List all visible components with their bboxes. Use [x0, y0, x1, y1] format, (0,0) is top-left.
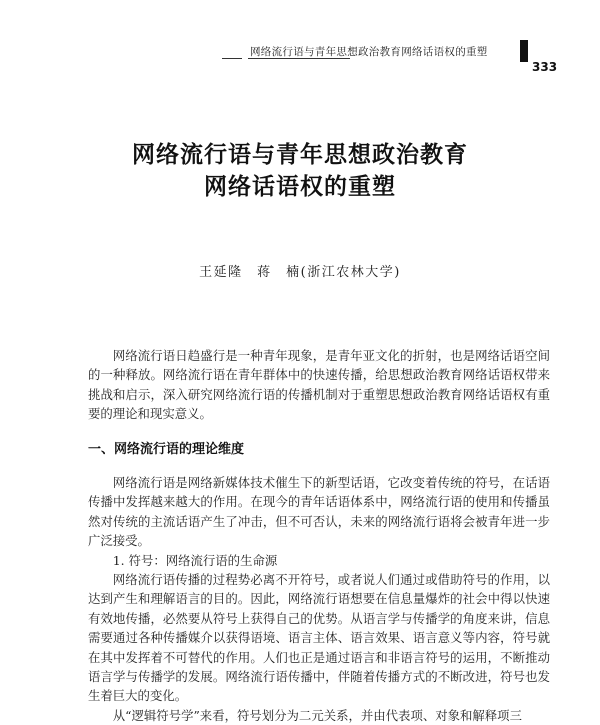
title-line-1: 网络流行语与青年思想政治教育 [132, 141, 468, 168]
body-paragraph-2: 网络流行语传播的过程势必离不开符号，或者说人们通过或借助符号的作用，以达到产生和理解语言的目的。因此，网络流行语想要在信息量爆炸的社会中得以快速有效地传播，必然要从符号上获得自己的优势。从语言学与传播学的角度来讲，信息需要通过各种传播媒介以获得语境、语言主体、语言效果、语言意义等内容，符号就在其中发挥着不可替代的作用。人们也正是通过语言和非语言符号的运用，不断推动语言学与传播学的发展。网络流行语传播中，伴随着传播方式的不断改进，符号也发生着巨大的变化。 [88, 572, 550, 704]
section-body [88, 473, 550, 725]
article-title [0, 139, 600, 203]
page-number: 333 [532, 60, 558, 74]
body-paragraph-1: 网络流行语是网络新媒体技术催生下的新型话语，它改变着传统的符号，在话语传播中发挥越来越大的作用。在现今的青年话语体系中，网络流行语的使用和传播虽然对传统的主流话语产生了冲击，但不可否认，未来的网络流行语将会被青年进一步广泛接受。 [88, 475, 550, 549]
section-heading: 一、网络流行语的理论维度 [88, 442, 245, 457]
running-header: 网络流行语与青年思想政治教育网络话语权的重塑 [250, 46, 488, 58]
header-rule-short [222, 58, 242, 59]
header-marker-bar [520, 40, 528, 62]
abstract [88, 346, 550, 424]
article-authors: 王延隆 蒋 楠(浙江农林大学) [199, 265, 401, 280]
body-paragraph-3: 从“逻辑符号学”来看，符号划分为二元关系，并由代表项、对象和解释项三 [112, 707, 522, 723]
subheading: 1. 符号：网络流行语的生命源 [112, 552, 278, 568]
abstract-paragraph: 网络流行语日趋盛行是一种青年现象，是青年亚文化的折射，也是网络话语空间的一种释放。网络流行语在青年群体中的快速传播，给思想政治教育网络话语权带来挑战和启示，深入研究网络流行语的传播机制对于重塑思想政治教育网络话语权有重要的理论和现实意义。 [88, 348, 550, 422]
header-rule [248, 58, 350, 59]
title-line-2: 网络话语权的重塑 [204, 173, 396, 200]
